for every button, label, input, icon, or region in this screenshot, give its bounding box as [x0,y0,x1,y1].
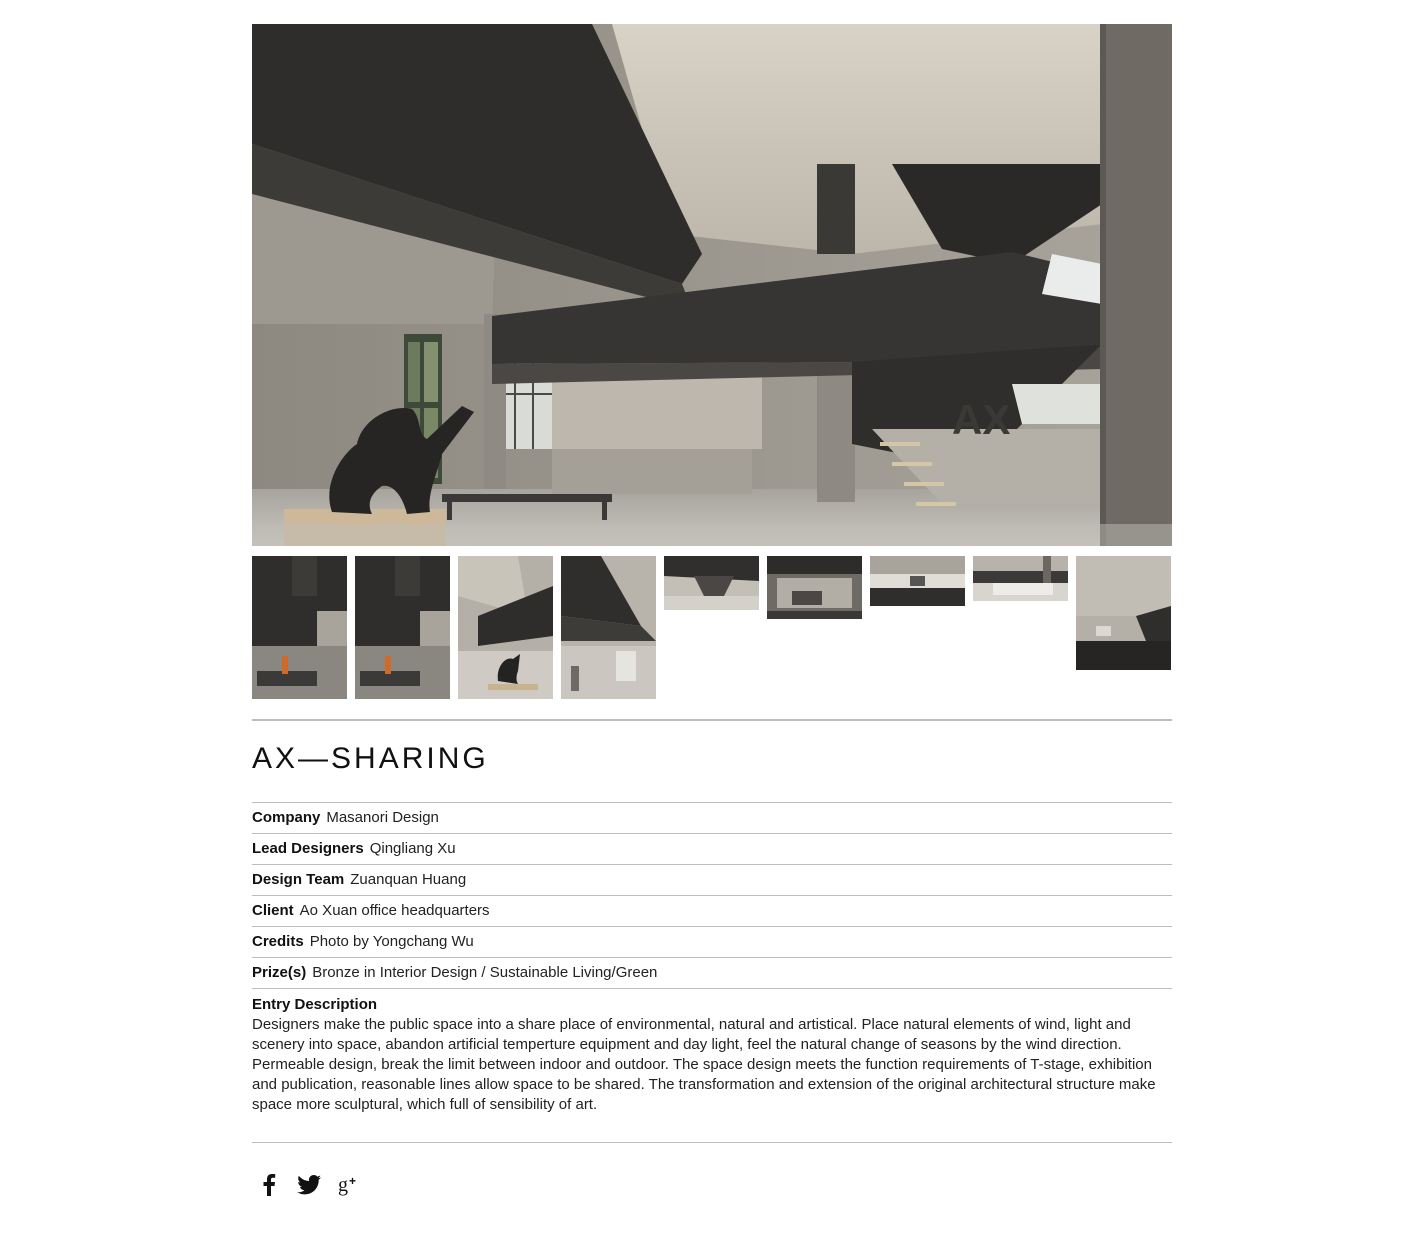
thumbnail-1-image-icon [252,556,347,699]
detail-prizes [252,958,1172,989]
twitter-share-link[interactable] [296,1172,322,1198]
detail-design-team [252,865,1172,896]
detail-lead-designers-label: Lead Designers [252,840,364,857]
facebook-icon [261,1174,277,1196]
thumbnail-2[interactable] [355,556,450,699]
thumbnail-8[interactable] [973,556,1068,601]
thumbnail-5-image-icon [664,556,759,610]
thumbnail-4-image-icon [561,556,656,699]
project-title: AX—SHARING [252,742,489,775]
project-details [252,802,1172,1115]
detail-company [252,803,1172,834]
svg-text:+: + [349,1174,357,1188]
google-plus-share-link[interactable] [336,1172,362,1198]
detail-design-team-label: Design Team [252,871,345,888]
google-plus-icon [338,1174,360,1196]
detail-company-value: Masanori Design [326,809,439,826]
thumbnail-9[interactable] [1076,556,1171,670]
entry-description-label: Entry Description [252,996,378,1013]
social-share [256,1172,362,1198]
detail-credits [252,927,1172,958]
detail-credits-value: Photo by Yongchang Wu [309,933,474,950]
thumbnail-4[interactable] [561,556,656,699]
detail-prizes-label: Prize(s) [252,964,307,981]
detail-client-value: Ao Xuan office headquarters [299,902,490,919]
detail-client [252,896,1172,927]
hero-photo[interactable] [252,24,1172,546]
thumbnail-6[interactable] [767,556,862,619]
detail-company-label: Company [252,809,321,826]
divider-bottom [252,1142,1172,1143]
thumbnail-2-image-icon [355,556,450,699]
svg-text:g: g [338,1174,348,1196]
twitter-icon [297,1175,321,1195]
entry-description-text: Designers make the public space into a share place of environmental, natural and artistical. Place natural elements of wind, light and scenery into space, abandon artificial temperture equipment and day light, feel the natural change of seasons by the wind direction. Permeable design, break the limit between indoor and outdoor. The space design meets the function requirements of T-stage, exhibition and publication, reasonable lines allow space to be shared. The transformation and extension of the original architectural structure make space more sculptural, which full of sensibility of art. [252,1016,1156,1113]
thumbnail-3[interactable] [458,556,553,699]
thumbnail-7-image-icon [870,556,965,606]
hero-photo-interior-icon [252,24,1172,546]
detail-lead-designers [252,834,1172,865]
thumbnail-6-image-icon [767,556,862,619]
detail-client-label: Client [252,902,294,919]
thumbnail-7[interactable] [870,556,965,606]
hero-sign-text: AX [952,396,1011,443]
thumbnail-strip [252,556,1172,699]
thumbnail-9-image-icon [1076,556,1171,670]
detail-lead-designers-value: Qingliang Xu [369,840,456,857]
thumbnail-5[interactable] [664,556,759,610]
entry-description [252,989,1172,1115]
project-page [252,24,1172,1196]
detail-design-team-value: Zuanquan Huang [350,871,467,888]
thumbnail-8-image-icon [973,556,1068,601]
detail-prizes-value: Bronze in Interior Design / Sustainable Living/Green [312,964,658,981]
divider-top [252,719,1172,721]
thumbnail-3-image-icon [458,556,553,699]
detail-credits-label: Credits [252,933,304,950]
thumbnail-1[interactable] [252,556,347,699]
facebook-share-link[interactable] [256,1172,282,1198]
